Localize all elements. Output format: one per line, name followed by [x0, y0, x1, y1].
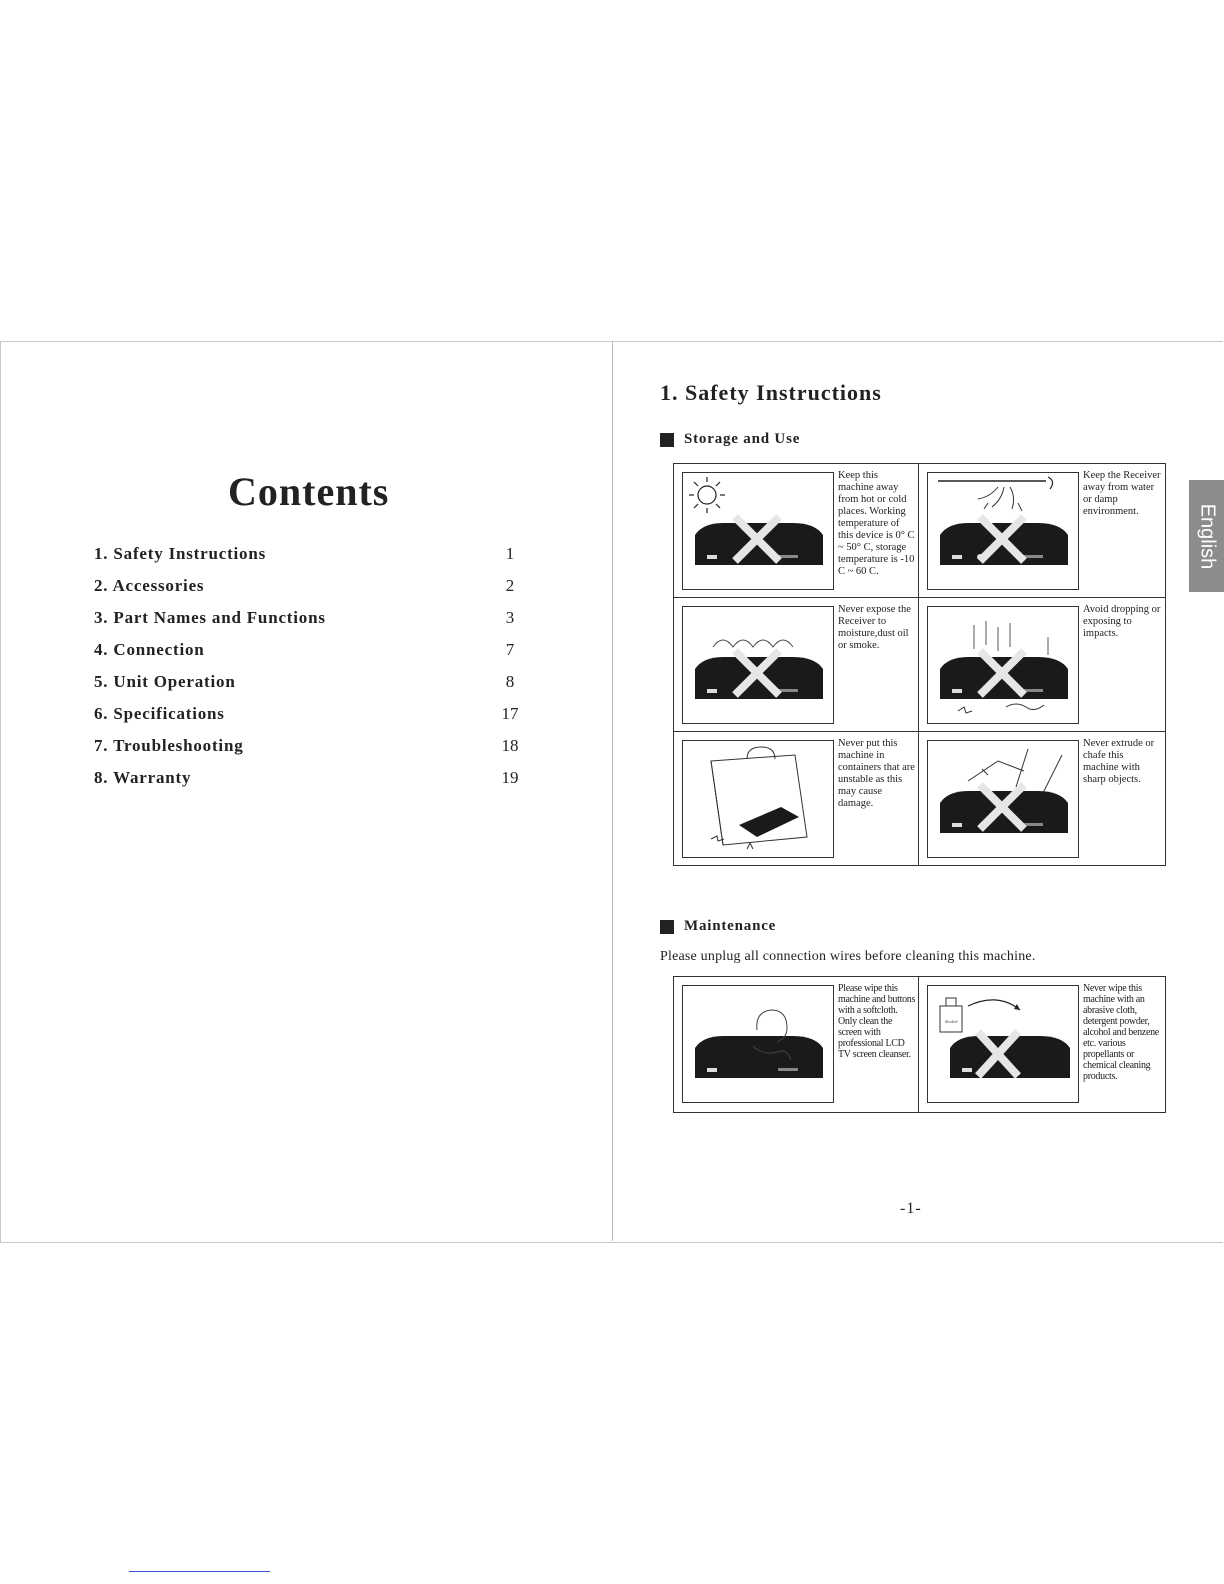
- page-number: -1-: [900, 1200, 922, 1217]
- toc-label: 8. Warranty: [94, 768, 192, 787]
- toc-page-number: 17: [501, 704, 519, 723]
- toc-label: 5. Unit Operation: [94, 672, 236, 691]
- toc-page-number: 1: [505, 544, 515, 563]
- sharp-object-prohibited-icon: [927, 740, 1079, 858]
- storage-note: Avoid dropping or exposing to impacts.: [1083, 604, 1161, 639]
- table-of-contents: [94, 544, 524, 800]
- toc-item[interactable]: [94, 768, 524, 800]
- page-fold-divider: [612, 341, 613, 1241]
- section-title: 1. Safety Instructions: [660, 380, 882, 405]
- toc-item[interactable]: [94, 704, 524, 736]
- toc-page-number: 2: [505, 576, 515, 595]
- toc-label: 6. Specifications: [94, 704, 225, 723]
- maintenance-note: Never wipe this machine with an abrasive cloth, detergent powder, alcohol and benzene etc. various propellants or chemical cleaning products.: [1083, 983, 1159, 1082]
- toc-label: 2. Accessories: [94, 576, 205, 595]
- storage-note: Never expose the Receiver to moisture,dust oil or smoke.: [838, 604, 911, 651]
- maintenance-heading: [660, 918, 776, 935]
- maintenance-heading-text: Maintenance: [684, 918, 777, 934]
- square-bullet-icon: [660, 920, 674, 934]
- maintenance-illustration-grid: [673, 976, 1166, 1113]
- storage-heading-text: Storage and Use: [684, 431, 801, 447]
- storage-note: Keep this machine away from hot or cold places. Working temperature of this device is 0° C ~ 50° C, storage temperature is -10 C ~ 60 C.: [838, 470, 915, 577]
- toc-page-number: 19: [501, 768, 519, 787]
- toc-label: 3. Part Names and Functions: [94, 608, 326, 627]
- alcohol-bottle-label: Alcohol: [944, 1019, 958, 1024]
- maintenance-cell: [674, 977, 919, 1112]
- toc-item[interactable]: [94, 640, 524, 672]
- footer-rule: [129, 1571, 270, 1572]
- storage-cell: [919, 598, 1165, 732]
- toc-label: 7. Troubleshooting: [94, 736, 244, 755]
- toc-item[interactable]: [94, 544, 524, 576]
- storage-note: Never put this machine in containers that are unstable as this may cause damage.: [838, 738, 915, 809]
- toc-label: 1. Safety Instructions: [94, 544, 267, 563]
- smoke-prohibited-icon: [682, 606, 834, 724]
- unstable-container-icon: [682, 740, 834, 858]
- square-bullet-icon: [660, 433, 674, 447]
- toc-item[interactable]: [94, 672, 524, 704]
- maintenance-intro: Please unplug all connection wires before cleaning this machine.: [660, 949, 1036, 964]
- toc-page-number: 8: [505, 672, 515, 691]
- language-tab[interactable]: [1189, 480, 1224, 592]
- toc-page-number: 3: [505, 608, 515, 627]
- soft-cloth-icon: [682, 985, 834, 1103]
- chemical-prohibited-icon: [927, 985, 1079, 1103]
- storage-heading: [660, 431, 800, 448]
- toc-item[interactable]: [94, 576, 524, 608]
- toc-label: 4. Connection: [94, 640, 205, 659]
- contents-title: Contents: [228, 469, 390, 514]
- storage-cell: [674, 598, 919, 732]
- storage-cell: [919, 464, 1165, 598]
- storage-cell: [674, 464, 919, 598]
- water-prohibited-icon: [927, 472, 1079, 590]
- storage-cell: [919, 732, 1165, 865]
- toc-item[interactable]: [94, 608, 524, 640]
- storage-cell: [674, 732, 919, 865]
- impact-prohibited-icon: [927, 606, 1079, 724]
- toc-item[interactable]: [94, 736, 524, 768]
- storage-note: Never extrude or chafe this machine with sharp objects.: [1083, 738, 1155, 785]
- maintenance-cell: [919, 977, 1165, 1112]
- storage-note: Keep the Receiver away from water or damp environment.: [1083, 470, 1161, 517]
- toc-page-number: 18: [501, 736, 519, 755]
- maintenance-note: Please wipe this machine and buttons with a softcloth. Only clean the screen with professional LCD TV screen cleanser.: [838, 983, 916, 1060]
- language-tab-label: English: [1196, 503, 1219, 569]
- sun-prohibited-icon: [682, 472, 834, 590]
- toc-page-number: 7: [505, 640, 515, 659]
- storage-illustration-grid: [673, 463, 1166, 866]
